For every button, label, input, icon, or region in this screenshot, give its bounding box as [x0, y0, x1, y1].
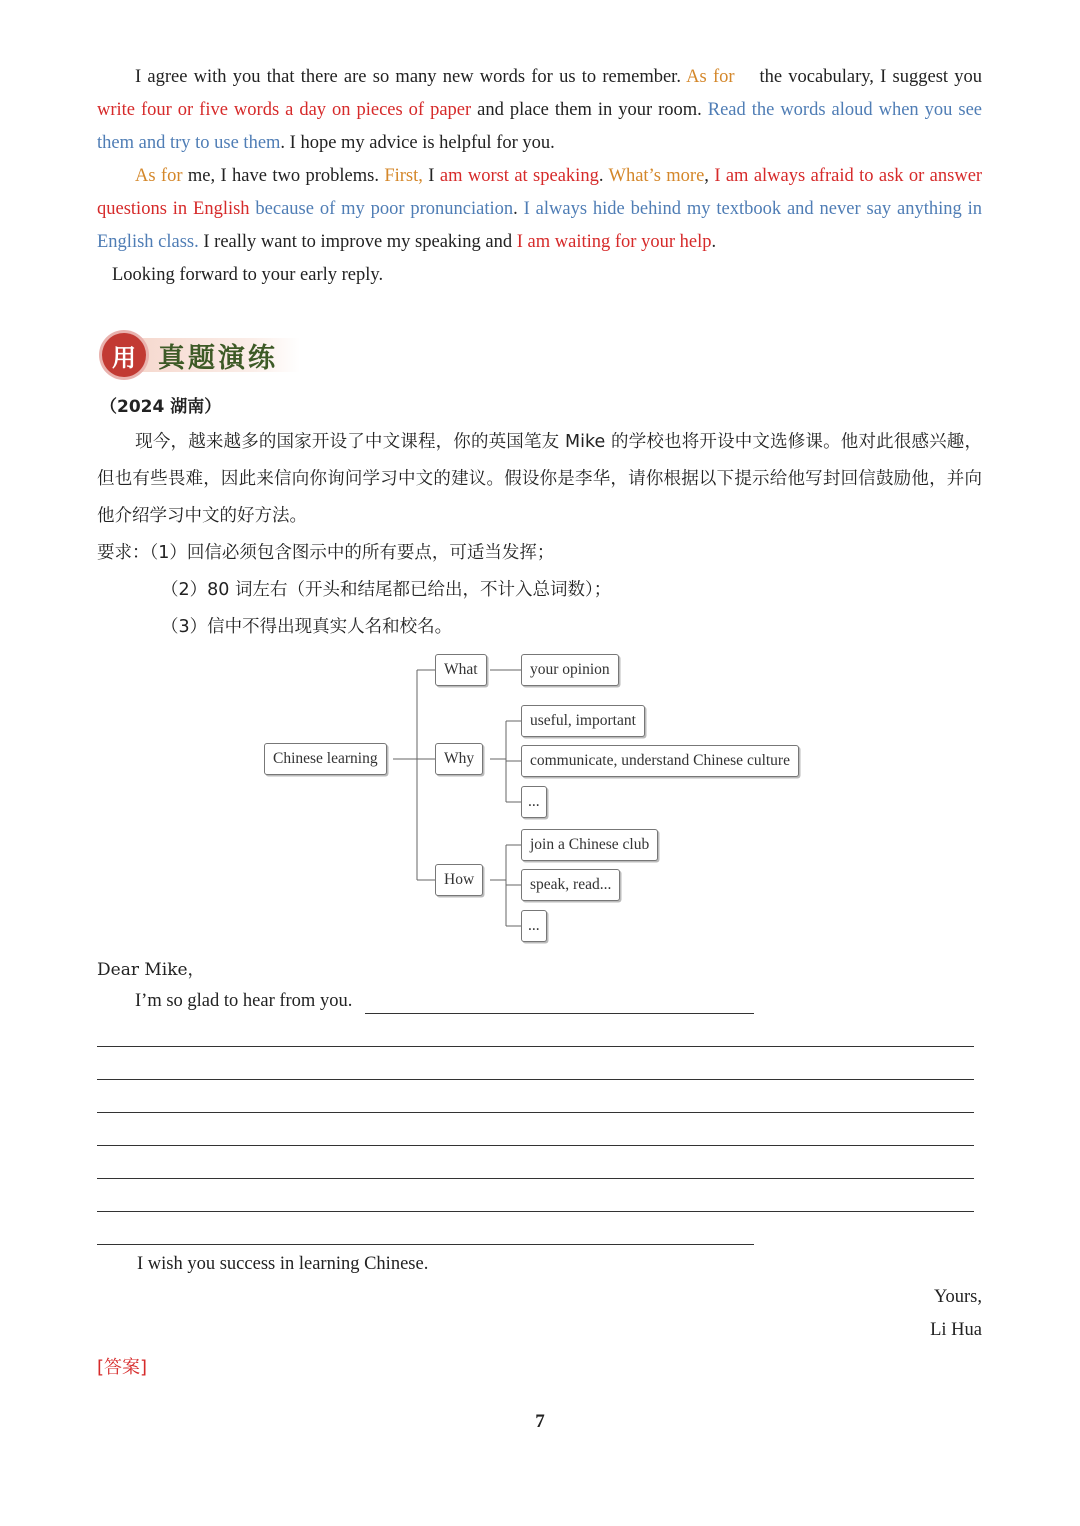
- essay-paragraph-2: [97, 160, 982, 259]
- requirement-1: [97, 535, 611, 572]
- essay-text: and place them in your room.: [477, 100, 702, 120]
- mindmap-leaf-why-more: ...: [521, 786, 547, 818]
- essay-text: the vocabulary, I suggest you: [759, 67, 983, 87]
- letter-opening: I’m so glad to hear from you.: [135, 991, 353, 1011]
- essay-paragraph-1: [97, 61, 982, 160]
- exam-source: （2024 湖南）: [100, 397, 222, 417]
- highlight-phrase: I am always afraid to ask or answer questions in English: [97, 166, 983, 219]
- writing-line: [365, 1013, 754, 1014]
- highlight-phrase: What’s more: [608, 166, 705, 186]
- answer-label: [答案]: [97, 1357, 148, 1378]
- letter-signoff: Yours,: [934, 1287, 982, 1307]
- task-prompt: [97, 424, 982, 535]
- task-prompt-text: 现今，越来越多的国家开设了中文课程，你的英国笔友 Mike 的学校也将开设中文选修课。他对此很感兴趣，但也有些畏难，因此来信向你询问学习中文的建议。假设你是李华，请你根据以下提示给他写封回信鼓励他，并向他介绍学习中文的好方法。: [97, 432, 982, 526]
- mindmap-leaf-speak: speak, read...: [521, 869, 620, 901]
- highlight-phrase: Read the words aloud when you see them and try to use them: [97, 100, 983, 153]
- highlight-phrase: I am waiting for your help: [516, 232, 712, 252]
- essay-text: ,: [704, 166, 709, 186]
- letter-closing: I wish you success in learning Chinese.: [137, 1254, 429, 1274]
- requirement-2: （2）80 词左右（开头和结尾都已给出，不计入总词数）；: [161, 580, 612, 600]
- section-badge: 用: [102, 333, 146, 377]
- letter-greeting: Dear Mike，: [97, 960, 205, 980]
- highlight-phrase: I always hide behind my textbook and never say anything in English class.: [97, 199, 983, 252]
- requirement-3: （3）信中不得出现真实人名和校名。: [161, 617, 453, 637]
- mindmap-node-what: What: [435, 654, 487, 686]
- requirements: [97, 535, 611, 646]
- mindmap-leaf-club: join a Chinese club: [521, 829, 658, 861]
- writing-line: [97, 1079, 974, 1080]
- essay-text: me, I have two problems.: [187, 166, 379, 186]
- essay-paragraph-3: [97, 259, 982, 292]
- essay-text: I: [428, 166, 435, 186]
- mindmap-root: Chinese learning: [264, 743, 387, 775]
- essay-text: .: [513, 199, 518, 219]
- highlight-phrase: As for: [686, 67, 735, 87]
- section-banner: [102, 332, 302, 378]
- essay-text: .: [711, 232, 717, 252]
- highlight-phrase: First,: [384, 166, 423, 186]
- essay-text: Looking forward to your early reply.: [112, 265, 384, 285]
- highlight-phrase: As for: [135, 166, 183, 186]
- requirement-text: （1）回信必须包含图示中的所有要点，可适当发挥；: [149, 543, 555, 563]
- highlight-phrase: because of my poor pronunciation: [255, 199, 514, 219]
- writing-line: [97, 1178, 974, 1179]
- essay-text: I agree with you that there are so many new words for us to remember.: [135, 67, 681, 87]
- mindmap-leaf-how-more: ...: [521, 910, 547, 942]
- writing-line: [97, 1244, 754, 1245]
- mindmap-leaf-opinion: your opinion: [521, 654, 619, 686]
- essay-text: . I hope my advice is helpful for you.: [280, 133, 555, 153]
- essay-text: I really want to improve my speaking and: [203, 232, 513, 252]
- writing-line: [97, 1112, 974, 1113]
- highlight-phrase: am worst at speaking: [439, 166, 599, 186]
- writing-line: [97, 1145, 974, 1146]
- requirements-label: 要求：: [97, 543, 150, 563]
- writing-line: [97, 1211, 974, 1212]
- page-number: 7: [535, 1411, 545, 1432]
- writing-line: [97, 1046, 974, 1047]
- letter-signature: Li Hua: [930, 1320, 982, 1340]
- highlight-phrase: write four or five words a day on pieces of paper: [97, 100, 472, 120]
- mindmap-node-how: How: [435, 864, 483, 896]
- mindmap-node-why: Why: [435, 743, 483, 775]
- section-title: 真题演练: [158, 343, 278, 374]
- essay-text: .: [598, 166, 604, 186]
- mindmap-leaf-useful: useful, important: [521, 705, 645, 737]
- mindmap-leaf-communicate: communicate, understand Chinese culture: [521, 745, 799, 777]
